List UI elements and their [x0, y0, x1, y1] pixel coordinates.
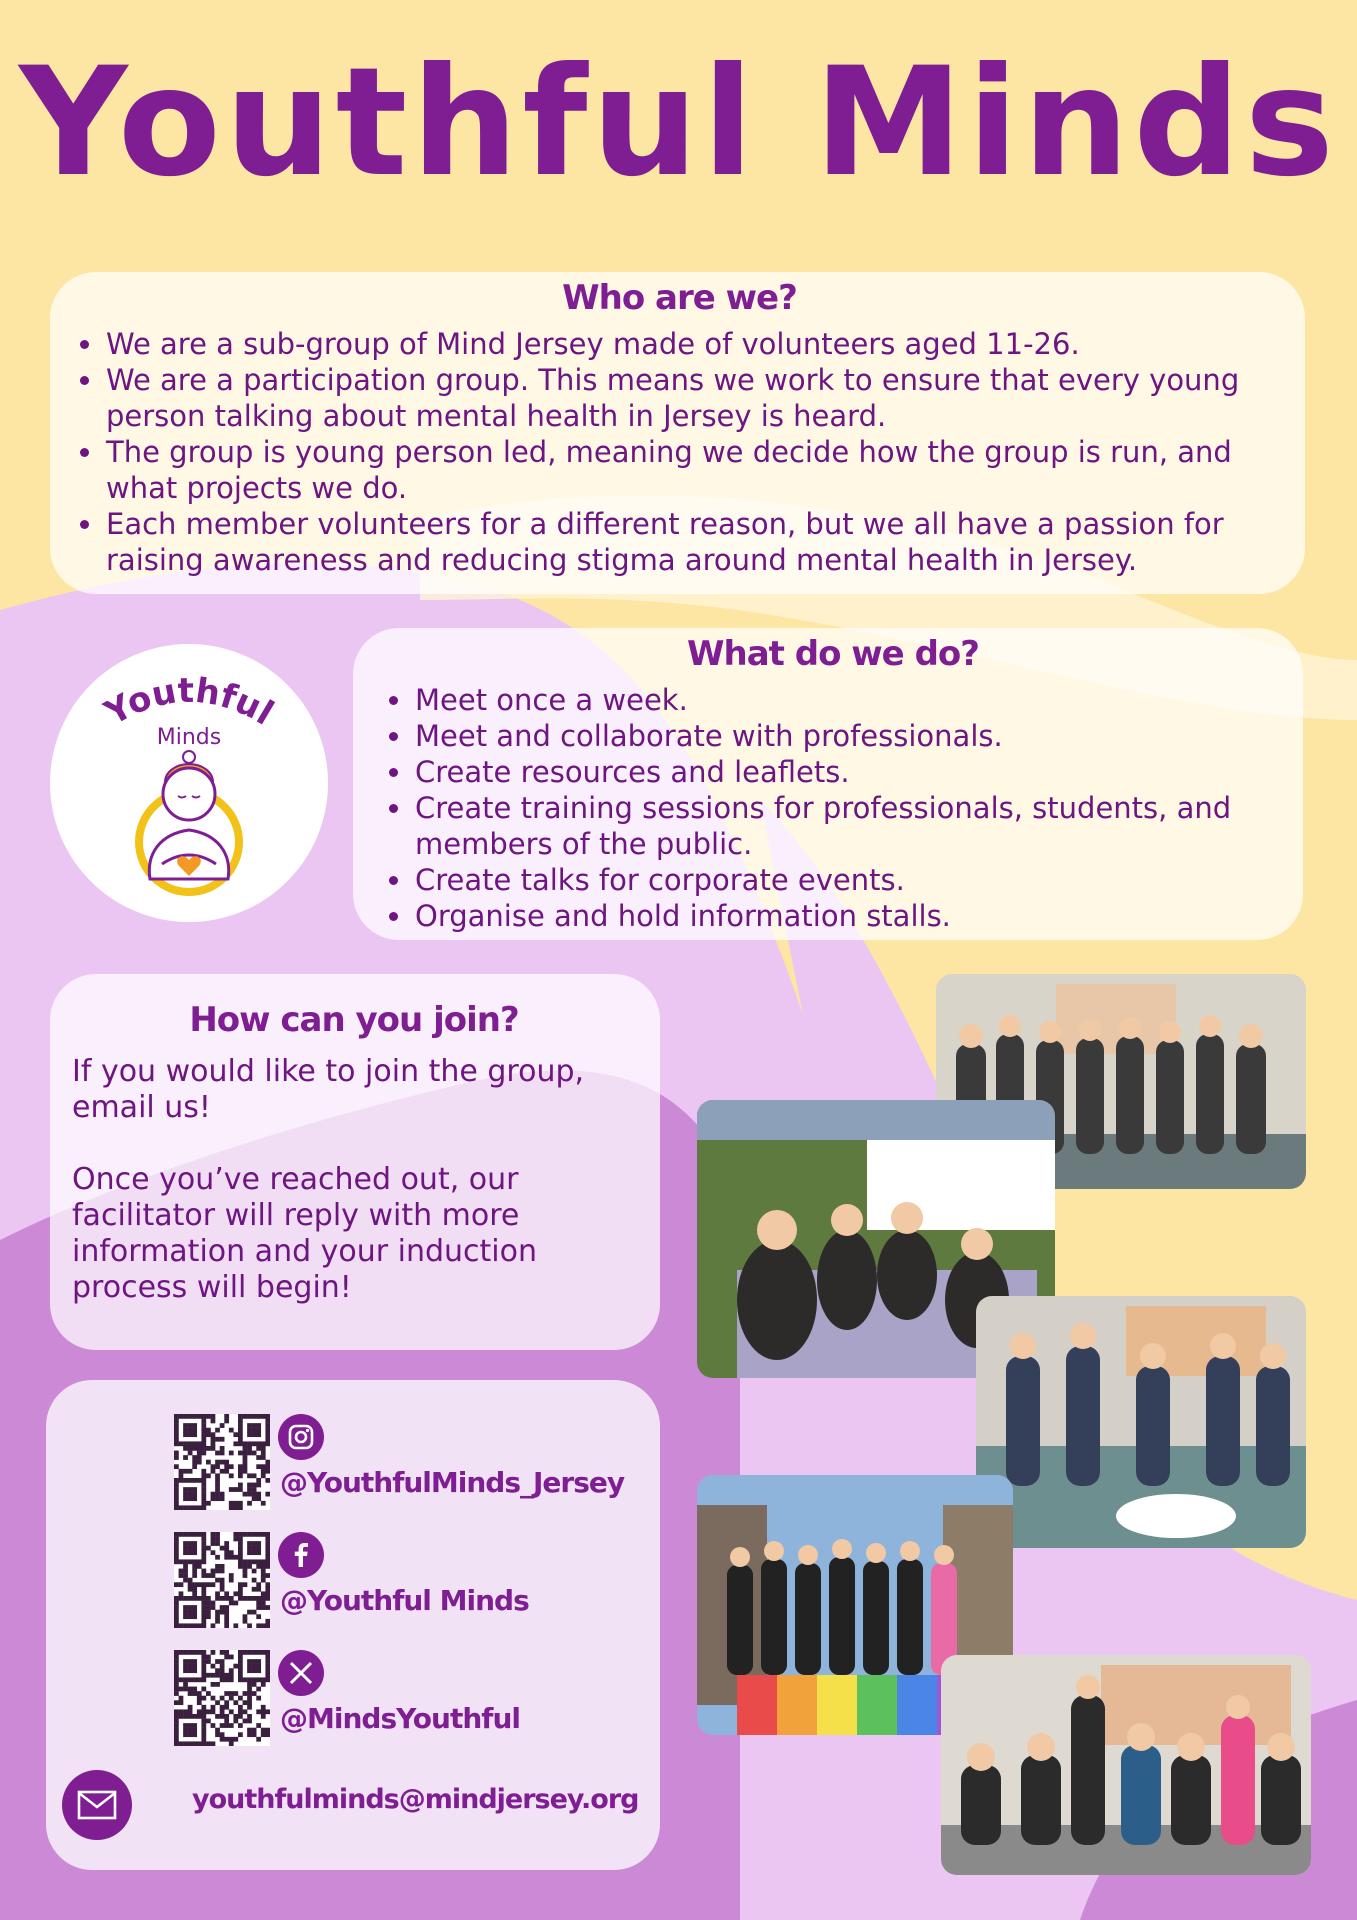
who-are-we-list	[74, 326, 1285, 578]
group-photo-3	[976, 1296, 1306, 1548]
x-icon[interactable]	[278, 1650, 324, 1696]
meditating-figure-brain-heart-icon	[50, 644, 328, 922]
what-do-we-do-card	[353, 628, 1303, 940]
instagram-row[interactable]	[174, 1414, 674, 1514]
facebook-handle[interactable]: @Youthful Minds	[280, 1584, 529, 1617]
join-paragraph-2: Once you’ve reached out, our facilitator will reply with more information and your induction process will begin!	[72, 1162, 538, 1305]
list-item: Each member volunteers for a different reason, but we all have a passion for raising awareness and reducing stigma around mental health in Jersey.	[74, 506, 1285, 578]
how-to-join-card	[50, 974, 660, 1350]
logo-text-minds: Minds	[156, 725, 222, 750]
who-are-we-heading: Who are we?	[562, 278, 797, 318]
list-item: We are a participation group. This means we work to ensure that every young person talking about mental health in Jersey is heard.	[74, 362, 1285, 434]
list-item: Organise and hold information stalls.	[383, 898, 1283, 934]
what-do-we-do-heading: What do we do?	[687, 634, 979, 674]
qr-code-icon[interactable]	[174, 1532, 270, 1628]
x-row[interactable]	[174, 1650, 674, 1750]
qr-code-icon[interactable]	[174, 1414, 270, 1510]
facebook-row[interactable]	[174, 1532, 674, 1632]
who-are-we-card	[50, 272, 1305, 594]
youthful-minds-logo	[50, 644, 328, 922]
facebook-icon[interactable]	[278, 1532, 324, 1578]
group-photo-5	[941, 1655, 1311, 1875]
x-handle[interactable]: @MindsYouthful	[280, 1702, 521, 1735]
list-item: Create training sessions for professionals, students, and members of the public.	[383, 790, 1283, 862]
how-to-join-heading: How can you join?	[189, 1000, 519, 1040]
list-item: The group is young person led, meaning we decide how the group is run, and what projects we do.	[74, 434, 1285, 506]
list-item: Create resources and leaflets.	[383, 754, 1283, 790]
list-item: Meet once a week.	[383, 682, 1283, 718]
list-item: Meet and collaborate with professionals.	[383, 718, 1283, 754]
list-item: Create talks for corporate events.	[383, 862, 1283, 898]
instagram-handle[interactable]: @YouthfulMinds_Jersey	[280, 1466, 625, 1499]
qr-code-icon[interactable]	[174, 1650, 270, 1746]
list-item: We are a sub-group of Mind Jersey made of volunteers aged 11-26.	[74, 326, 1285, 362]
join-paragraph-1: If you would like to join the group, email us!	[72, 1054, 585, 1125]
instagram-icon[interactable]	[278, 1414, 324, 1460]
what-do-we-do-list	[383, 682, 1283, 934]
envelope-icon[interactable]	[62, 1770, 132, 1840]
email-address[interactable]: youthfulminds@mindjersey.org	[192, 1784, 639, 1815]
logo-text-youthful: Youthful	[98, 670, 281, 734]
page-title: Youthful Minds	[19, 36, 1338, 210]
